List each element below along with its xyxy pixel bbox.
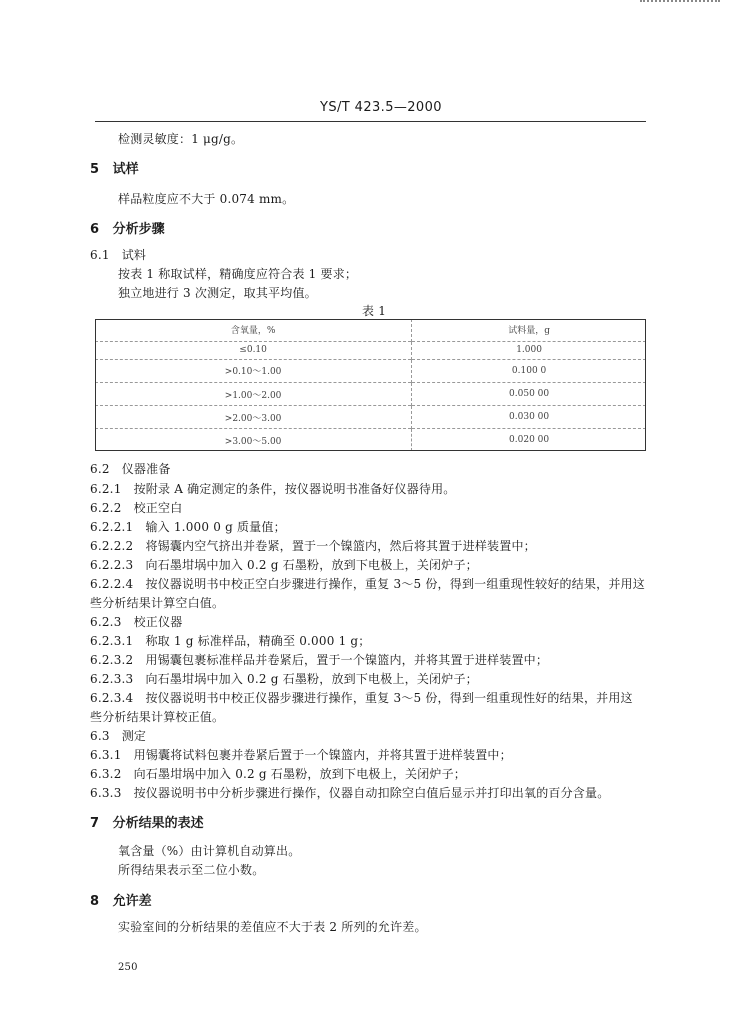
clause-number: 6.3 (90, 729, 110, 743)
clause-6-2-2-4 (90, 575, 645, 592)
paragraph: 氧含量（%）由计算机自动算出。 (118, 844, 301, 858)
paragraph: 所得结果表示至二位小数。 (118, 863, 265, 877)
clause-number: 6.2.2.4 (90, 577, 134, 591)
clause-number: 6.2.2.3 (90, 558, 134, 572)
clause-6-2-3-heading (90, 613, 182, 630)
section-title: 试样 (112, 162, 139, 177)
paragraph: 独立地进行 3 次测定，取其平均值。 (118, 286, 317, 300)
clause-6-3-3 (90, 784, 609, 801)
standard-number: YS/T 423.5—2000 (320, 100, 442, 115)
clause-number: 6.2.2.1 (90, 520, 134, 534)
clause-number: 6.2.3 (90, 615, 122, 629)
table-cell: >1.00～2.00 (95, 383, 412, 406)
clause-title: 仪器准备 (121, 462, 171, 476)
table-cell: >3.00～5.00 (95, 429, 412, 451)
clause-text: 用锡囊将试料包裹并卷紧后置于一个镍篮内，并将其置于进样装置中； (133, 748, 512, 762)
clause-6-3-2 (90, 765, 466, 782)
clause-number: 6.3.3 (90, 786, 122, 800)
section-7-heading (90, 812, 204, 831)
paragraph: 实验室间的分析结果的差值应不大于表 2 所列的允许差。 (118, 920, 427, 934)
clause-number: 6.3.2 (90, 767, 122, 781)
clause-number: 6.3.1 (90, 748, 122, 762)
clause-number: 6.2.3.3 (90, 672, 134, 686)
clause-continuation: 些分析结果计算校正值。 (90, 710, 225, 724)
clause-6-2-3-1 (90, 632, 371, 649)
clause-text: 称取 1 g 标准样品，精确至 0.000 1 g； (145, 634, 371, 648)
table-border (95, 319, 646, 451)
clause-number: 6.2.2.2 (90, 539, 134, 553)
clause-continuation: 些分析结果计算空白值。 (90, 596, 225, 610)
clause-text: 按仪器说明书中分析步骤进行操作，仪器自动扣除空白值后显示并打印出氧的百分含量。 (133, 786, 610, 800)
clause-6-2-3-3 (90, 670, 478, 687)
clause-number: 6.1 (90, 248, 110, 262)
section-title: 分析步骤 (112, 222, 165, 237)
paragraph: 样品粒度应不大于 0.074 mm。 (118, 192, 295, 206)
clause-6-2-3-2 (90, 651, 548, 668)
clause-number: 6.2.3.4 (90, 691, 134, 705)
section-title: 允许差 (112, 894, 152, 909)
clause-6-2-2-heading (90, 499, 182, 516)
scan-artifact (640, 0, 720, 6)
table-cell: 0.100 0 (412, 359, 646, 382)
clause-number: 6.2 (90, 462, 110, 476)
clause-text: 向石墨坩埚中加入 0.2 g 石墨粉，放到下电极上，关闭炉子； (133, 767, 467, 781)
table-cell: >2.00～3.00 (95, 406, 412, 429)
clause-title: 校正空白 (133, 501, 183, 515)
clause-number: 6.2.2 (90, 501, 122, 515)
section-number: 7 (90, 816, 100, 831)
clause-6-2-1 (90, 480, 456, 497)
section-number: 5 (90, 162, 100, 177)
table-cell: >0.10～1.00 (95, 359, 412, 382)
header-rule (95, 121, 646, 122)
page-number: 250 (118, 962, 138, 973)
clause-title: 校正仪器 (133, 615, 183, 629)
clause-6-2-3-4 (90, 689, 633, 706)
clause-text: 按附录 A 确定测定的条件，按仪器说明书准备好仪器待用。 (133, 482, 456, 496)
paragraph: 按表 1 称取试样，精确度应符合表 1 要求； (118, 267, 358, 281)
clause-6-2-2-2 (90, 537, 536, 554)
clause-text: 向石墨坩埚中加入 0.2 g 石墨粉，放到下电极上，关闭炉子； (145, 672, 478, 686)
section-number: 8 (90, 894, 100, 909)
clause-number: 6.2.3.2 (90, 653, 134, 667)
table-header-cell: 含氧量，% (230, 326, 276, 337)
clause-6-3-heading (90, 727, 146, 744)
table-header-cell: 试料量，g (412, 319, 646, 341)
clause-6-2-2-1 (90, 518, 286, 535)
clause-6-2-2-3 (90, 556, 478, 573)
clause-text: 将锡囊内空气挤出并卷紧，置于一个镍篮内，然后将其置于进样装置中； (145, 539, 536, 553)
table-cell: 0.020 00 (412, 429, 646, 451)
table-cell: 1.000 (412, 341, 646, 359)
clause-6-3-1 (90, 746, 512, 763)
section-title: 分析结果的表述 (112, 816, 204, 831)
clause-title: 试料 (121, 248, 147, 262)
section-8-heading (90, 890, 152, 909)
clause-number: 6.2.1 (90, 482, 122, 496)
clause-text: 按仪器说明书中校正空白步骤进行操作，重复 3～5 份，得到一组重现性较好的结果，并用这 (145, 577, 645, 591)
clause-number: 6.2.3.1 (90, 634, 134, 648)
clause-6-1-heading (90, 246, 146, 263)
section-number: 6 (90, 222, 100, 237)
table-cell: ≤0.10 (95, 341, 412, 359)
clause-6-2-heading (90, 460, 171, 477)
detection-sensitivity-line: 检测灵敏度：1 μg/g。 (118, 132, 244, 146)
clause-title: 测定 (121, 729, 147, 743)
table-cell: 0.050 00 (412, 383, 646, 406)
section-6-heading (90, 218, 165, 237)
clause-text: 用锡囊包裹标准样品并卷紧后，置于一个镍篮内，并将其置于进样装置中； (145, 653, 549, 667)
clause-text: 向石墨坩埚中加入 0.2 g 石墨粉，放到下电极上，关闭炉子； (145, 558, 478, 572)
table-cell: 0.030 00 (412, 406, 646, 429)
clause-text: 按仪器说明书中校正仪器步骤进行操作，重复 3～5 份，得到一组重现性好的结果，并用这 (145, 691, 633, 705)
section-5-heading (90, 158, 139, 177)
table-caption: 表 1 (362, 304, 387, 318)
clause-text: 输入 1.000 0 g 质量值； (145, 520, 286, 534)
